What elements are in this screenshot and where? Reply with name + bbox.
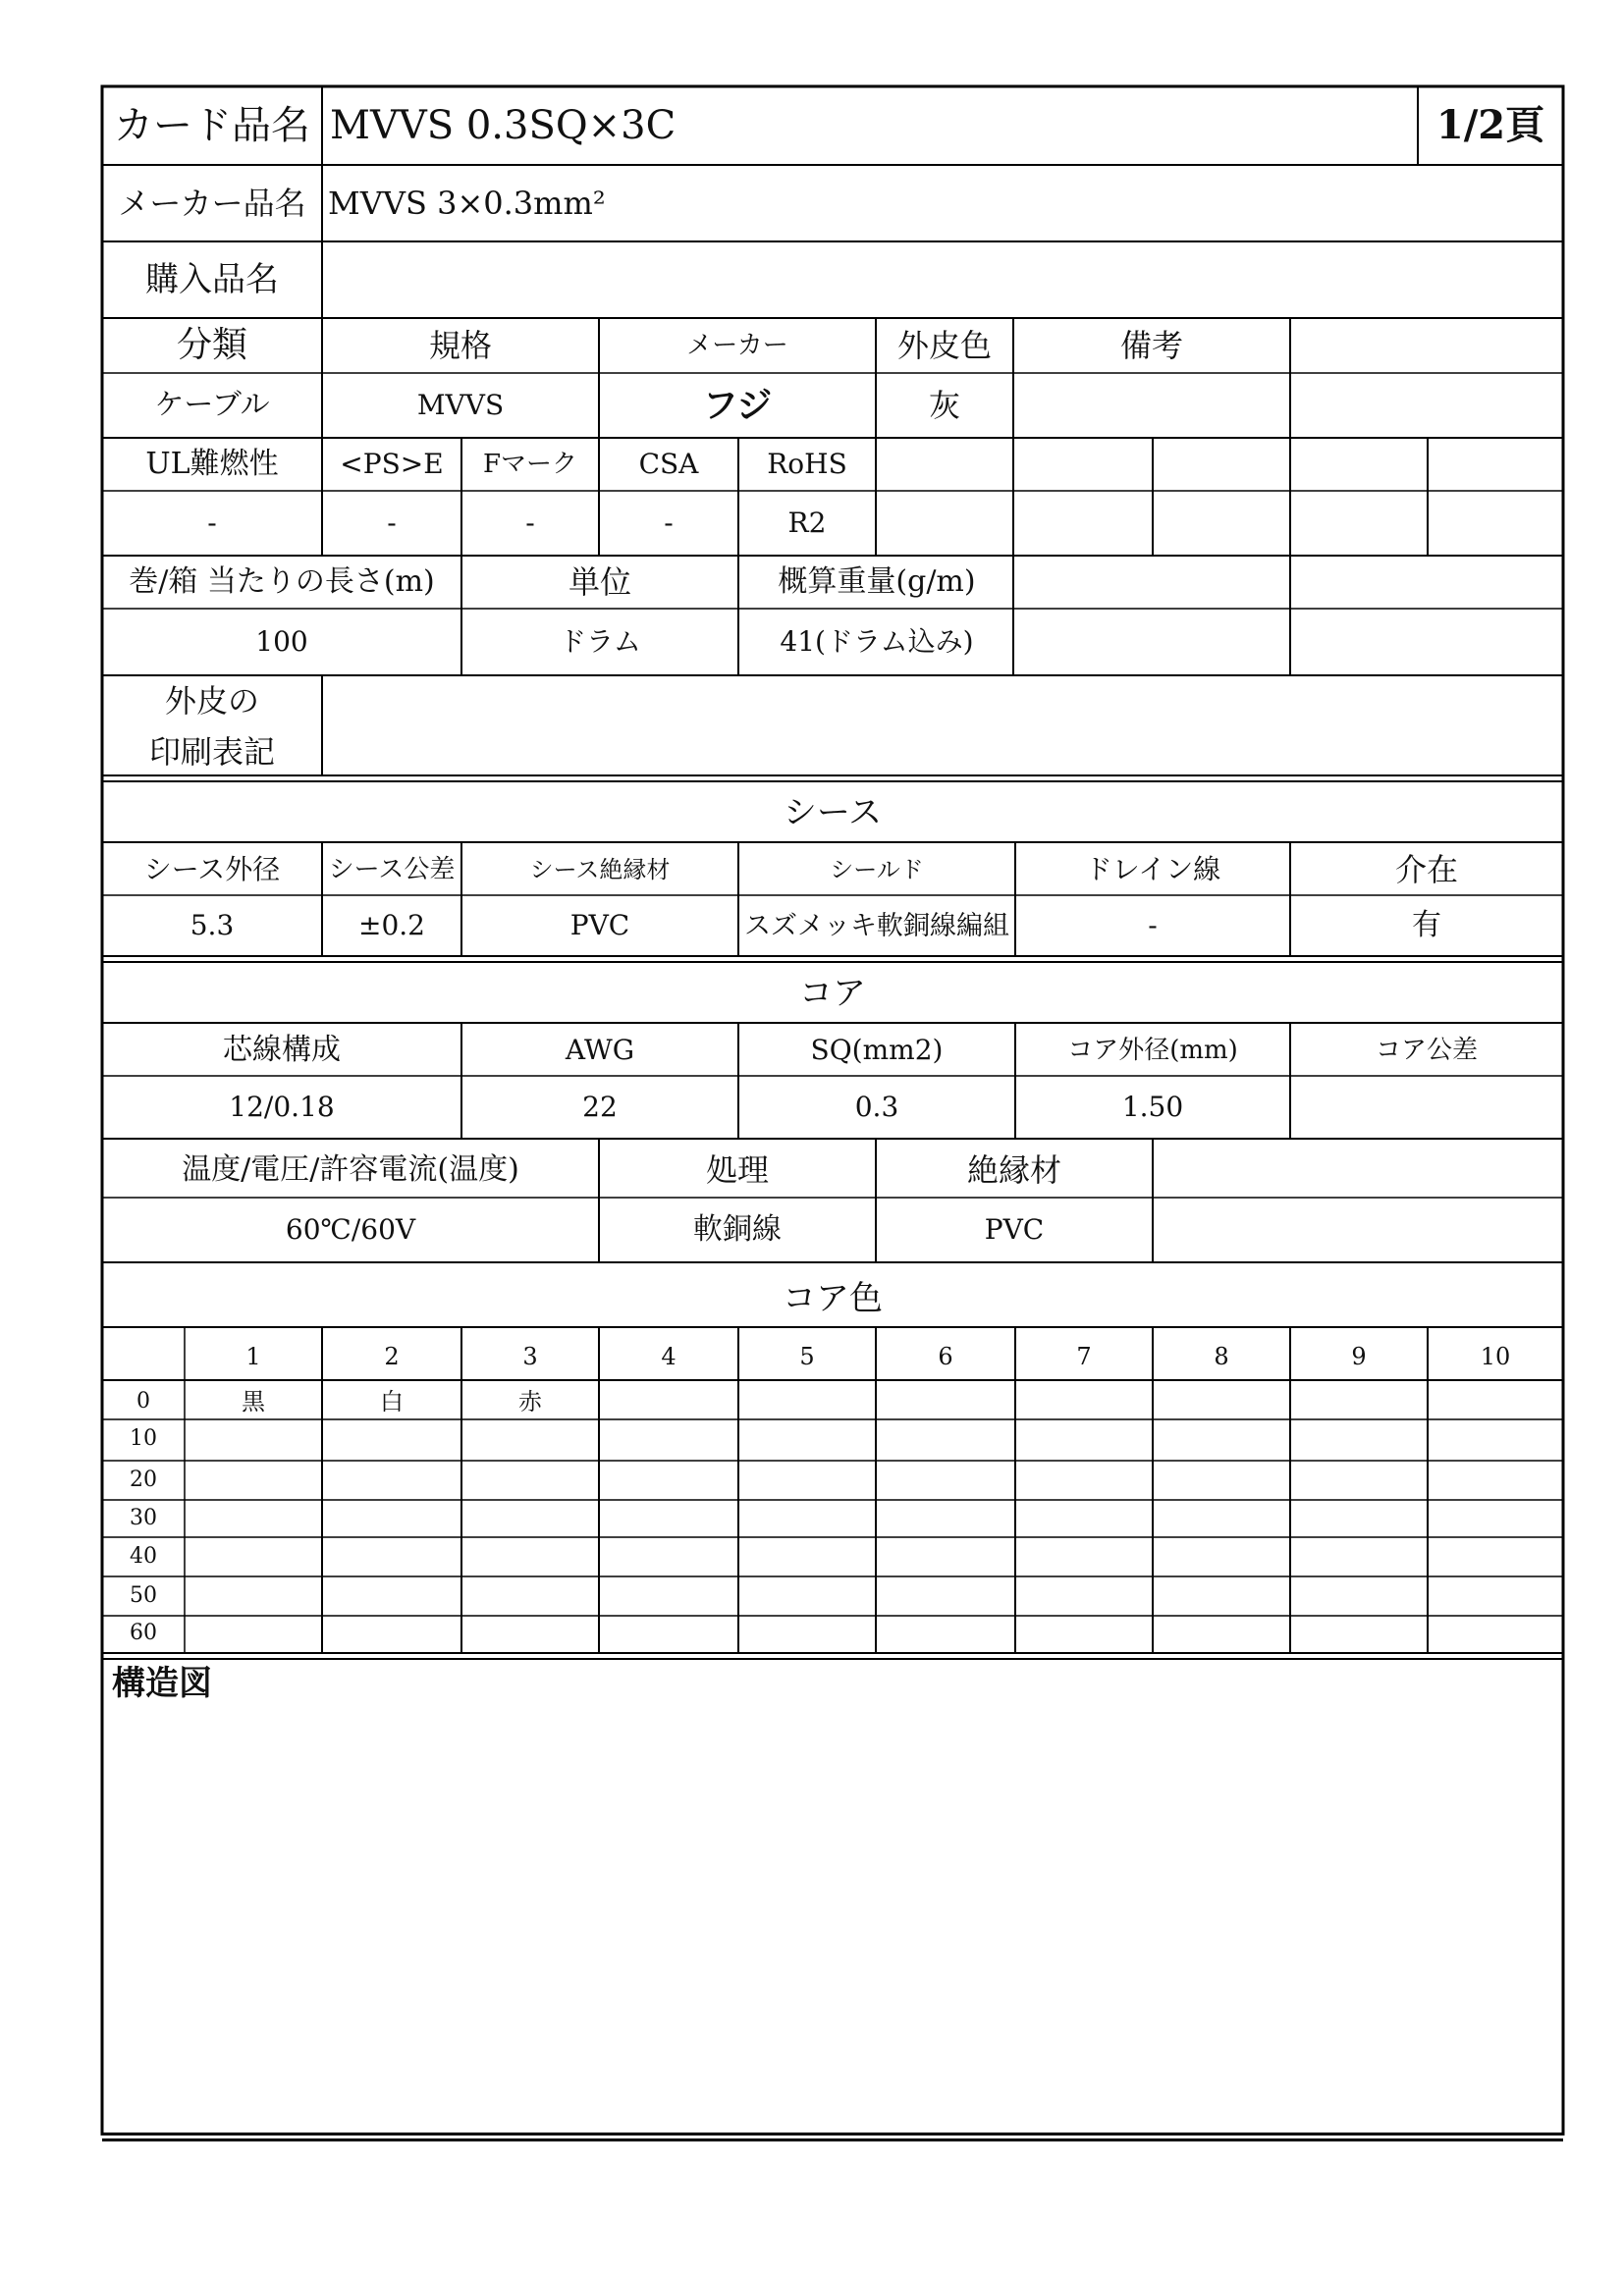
color-cell bbox=[1153, 1537, 1290, 1576]
color-column-header: 4 bbox=[661, 1343, 677, 1370]
pse-value: - bbox=[387, 507, 397, 539]
color-cell: 白 bbox=[380, 1388, 404, 1415]
color-cell bbox=[1015, 1500, 1153, 1537]
unit-value: ドラム bbox=[559, 625, 641, 658]
color-cell bbox=[599, 1616, 738, 1651]
color-cell bbox=[1290, 1537, 1428, 1576]
color-cell bbox=[461, 1616, 599, 1651]
color-cell bbox=[599, 1576, 738, 1616]
sheath-od-value: 5.3 bbox=[189, 909, 235, 941]
maker-name-label: メーカー品名 bbox=[118, 185, 306, 222]
color-cell bbox=[185, 1419, 322, 1459]
sq-header: SQ(mm2) bbox=[810, 1034, 944, 1066]
color-cell bbox=[599, 1419, 738, 1459]
card-name-value: MVVS 0.3SQ×3C bbox=[330, 103, 677, 148]
f-mark-header: Fマーク bbox=[482, 450, 578, 479]
treatment-value: 軟銅線 bbox=[693, 1212, 782, 1247]
awg-value: 22 bbox=[582, 1091, 618, 1123]
color-column-header: 3 bbox=[522, 1343, 538, 1370]
color-cell bbox=[599, 1500, 738, 1537]
color-row-label: 40 bbox=[130, 1544, 157, 1569]
color-cell bbox=[185, 1616, 322, 1651]
color-column-header: 8 bbox=[1214, 1343, 1229, 1370]
color-column-header: 10 bbox=[1480, 1343, 1511, 1370]
jacket-print-value bbox=[328, 675, 1555, 775]
standard-header: 規格 bbox=[428, 327, 492, 364]
color-cell bbox=[185, 1461, 322, 1500]
color-cell bbox=[1290, 1461, 1428, 1500]
color-cell bbox=[738, 1461, 876, 1500]
card-name-label: カード品名 bbox=[114, 103, 310, 148]
color-column-header: 9 bbox=[1351, 1343, 1367, 1370]
rating-header: 温度/電圧/許容電流(温度) bbox=[182, 1152, 519, 1187]
sheath-insulation-header: シース絶縁材 bbox=[529, 856, 671, 883]
color-cell bbox=[876, 1576, 1015, 1616]
color-cell bbox=[738, 1616, 876, 1651]
rohs-header: RoHS bbox=[767, 448, 847, 480]
unit-header: 単位 bbox=[568, 563, 631, 601]
color-cell bbox=[876, 1384, 1015, 1419]
classification-header: 分類 bbox=[176, 325, 247, 365]
color-cell bbox=[1153, 1461, 1290, 1500]
color-cell bbox=[185, 1537, 322, 1576]
color-cell bbox=[1290, 1384, 1428, 1419]
core-od-header: コア外径(mm) bbox=[1067, 1036, 1238, 1065]
color-cell bbox=[1290, 1616, 1428, 1651]
color-cell bbox=[1015, 1576, 1153, 1616]
core-od-value: 1.50 bbox=[1121, 1091, 1184, 1123]
color-cell bbox=[1428, 1419, 1563, 1459]
length-per-reel-value: 100 bbox=[255, 625, 308, 658]
shield-value: スズメッキ軟銅線編組 bbox=[744, 910, 1009, 941]
color-cell bbox=[738, 1537, 876, 1576]
color-cell bbox=[461, 1419, 599, 1459]
color-column-header: 2 bbox=[384, 1343, 400, 1370]
sheath-tol-value: ±0.2 bbox=[358, 909, 425, 941]
sheath-tol-header: シース公差 bbox=[328, 855, 456, 884]
color-cell bbox=[461, 1461, 599, 1500]
classification-value: ケーブル bbox=[154, 388, 270, 422]
color-cell bbox=[1290, 1576, 1428, 1616]
color-column-header: 6 bbox=[938, 1343, 953, 1370]
color-cell bbox=[1153, 1500, 1290, 1537]
color-cell bbox=[322, 1461, 461, 1500]
remarks-value bbox=[1013, 373, 1290, 438]
color-cell bbox=[1015, 1537, 1153, 1576]
maker-name-value: MVVS 3×0.3mm² bbox=[328, 185, 606, 222]
color-cell bbox=[1153, 1384, 1290, 1419]
color-cell bbox=[738, 1419, 876, 1459]
drain-wire-header: ドレイン線 bbox=[1084, 853, 1221, 885]
color-cell bbox=[1290, 1419, 1428, 1459]
color-cell bbox=[599, 1384, 738, 1419]
color-cell bbox=[322, 1419, 461, 1459]
csa-header: CSA bbox=[638, 448, 699, 480]
sq-value: 0.3 bbox=[854, 1091, 899, 1123]
color-cell bbox=[322, 1576, 461, 1616]
color-cell bbox=[1428, 1537, 1563, 1576]
sheath-insulation-value: PVC bbox=[569, 909, 630, 941]
purchase-name-value bbox=[328, 241, 1555, 318]
structure-diagram-label: 構造図 bbox=[112, 1664, 212, 1703]
color-row-label: 50 bbox=[130, 1583, 157, 1608]
color-cell bbox=[1153, 1576, 1290, 1616]
insulation-value: PVC bbox=[984, 1213, 1045, 1246]
color-row-label: 20 bbox=[130, 1468, 157, 1492]
color-cell bbox=[322, 1500, 461, 1537]
jacket-print-label-line1: 外皮の bbox=[164, 682, 259, 720]
pse-header: <PS>E bbox=[340, 448, 444, 480]
color-cell bbox=[1428, 1500, 1563, 1537]
color-cell bbox=[1015, 1419, 1153, 1459]
treatment-header: 処理 bbox=[705, 1151, 769, 1189]
awg-header: AWG bbox=[565, 1034, 635, 1066]
color-cell bbox=[185, 1576, 322, 1616]
color-cell bbox=[322, 1616, 461, 1651]
length-per-reel-header: 巻/箱 当たりの長さ(m) bbox=[129, 564, 435, 599]
color-cell bbox=[876, 1616, 1015, 1651]
color-cell: 黒 bbox=[242, 1388, 265, 1415]
color-cell bbox=[461, 1537, 599, 1576]
csa-value: - bbox=[664, 507, 674, 539]
color-cell bbox=[1428, 1576, 1563, 1616]
color-column-header: 1 bbox=[245, 1343, 261, 1370]
jacket-print-label-line2: 印刷表記 bbox=[148, 733, 275, 771]
color-cell bbox=[185, 1500, 322, 1537]
color-cell bbox=[1015, 1384, 1153, 1419]
color-cell bbox=[876, 1419, 1015, 1459]
color-row-label: 60 bbox=[130, 1621, 157, 1645]
f-mark-value: - bbox=[525, 507, 535, 539]
strand-construction-value: 12/0.18 bbox=[229, 1091, 335, 1123]
color-cell bbox=[322, 1537, 461, 1576]
drain-wire-value: - bbox=[1148, 909, 1158, 941]
color-cell bbox=[738, 1576, 876, 1616]
color-cell bbox=[876, 1500, 1015, 1537]
maker-header: メーカー bbox=[686, 331, 788, 360]
color-column-header: 5 bbox=[799, 1343, 815, 1370]
sheath-od-header: シース外径 bbox=[143, 853, 281, 885]
color-column-header: 7 bbox=[1076, 1343, 1092, 1370]
rohs-value: R2 bbox=[787, 507, 827, 539]
ul-flame-value: - bbox=[207, 507, 217, 539]
color-row-label: 10 bbox=[130, 1426, 157, 1451]
weight-value: 41(ドラム込み) bbox=[780, 625, 974, 658]
color-cell bbox=[1290, 1500, 1428, 1537]
core-tol-header: コア公差 bbox=[1375, 1036, 1478, 1065]
remarks-header: 備考 bbox=[1119, 327, 1183, 364]
color-cell bbox=[461, 1500, 599, 1537]
jacket-color-header: 外皮色 bbox=[896, 327, 992, 364]
color-cell bbox=[599, 1537, 738, 1576]
color-cell bbox=[1153, 1419, 1290, 1459]
standard-value: MVVS bbox=[416, 389, 505, 421]
color-cell bbox=[1015, 1461, 1153, 1500]
color-cell bbox=[876, 1461, 1015, 1500]
maker-value: フジ bbox=[702, 385, 773, 426]
filler-header: 介在 bbox=[1394, 851, 1458, 888]
color-cell bbox=[738, 1500, 876, 1537]
color-cell bbox=[1015, 1616, 1153, 1651]
color-cell: 赤 bbox=[518, 1388, 542, 1415]
color-row-label: 30 bbox=[130, 1506, 157, 1530]
color-cell bbox=[599, 1461, 738, 1500]
color-cell bbox=[1428, 1616, 1563, 1651]
weight-header: 概算重量(g/m) bbox=[778, 564, 976, 599]
color-cell bbox=[876, 1537, 1015, 1576]
color-cell bbox=[1153, 1616, 1290, 1651]
color-cell bbox=[1428, 1461, 1563, 1500]
color-cell bbox=[1428, 1384, 1563, 1419]
purchase-name-label: 購入品名 bbox=[145, 260, 279, 299]
core-title: コア bbox=[799, 974, 866, 1013]
ul-flame-header: UL難燃性 bbox=[145, 447, 279, 481]
insulation-header: 絶縁材 bbox=[966, 1151, 1061, 1189]
sheath-title: シース bbox=[783, 793, 883, 832]
shield-header: シールド bbox=[830, 856, 924, 883]
rating-value: 60℃/60V bbox=[285, 1213, 416, 1246]
color-cell bbox=[461, 1576, 599, 1616]
color-cell bbox=[738, 1384, 876, 1419]
page-number: 1/2頁 bbox=[1435, 102, 1545, 148]
strand-construction-header: 芯線構成 bbox=[223, 1033, 341, 1067]
core-color-title: コア色 bbox=[783, 1279, 883, 1318]
filler-value: 有 bbox=[1412, 908, 1441, 942]
color-row-label: 0 bbox=[136, 1389, 150, 1414]
jacket-color-value: 灰 bbox=[928, 387, 960, 424]
core-tol-value bbox=[1290, 1076, 1563, 1139]
